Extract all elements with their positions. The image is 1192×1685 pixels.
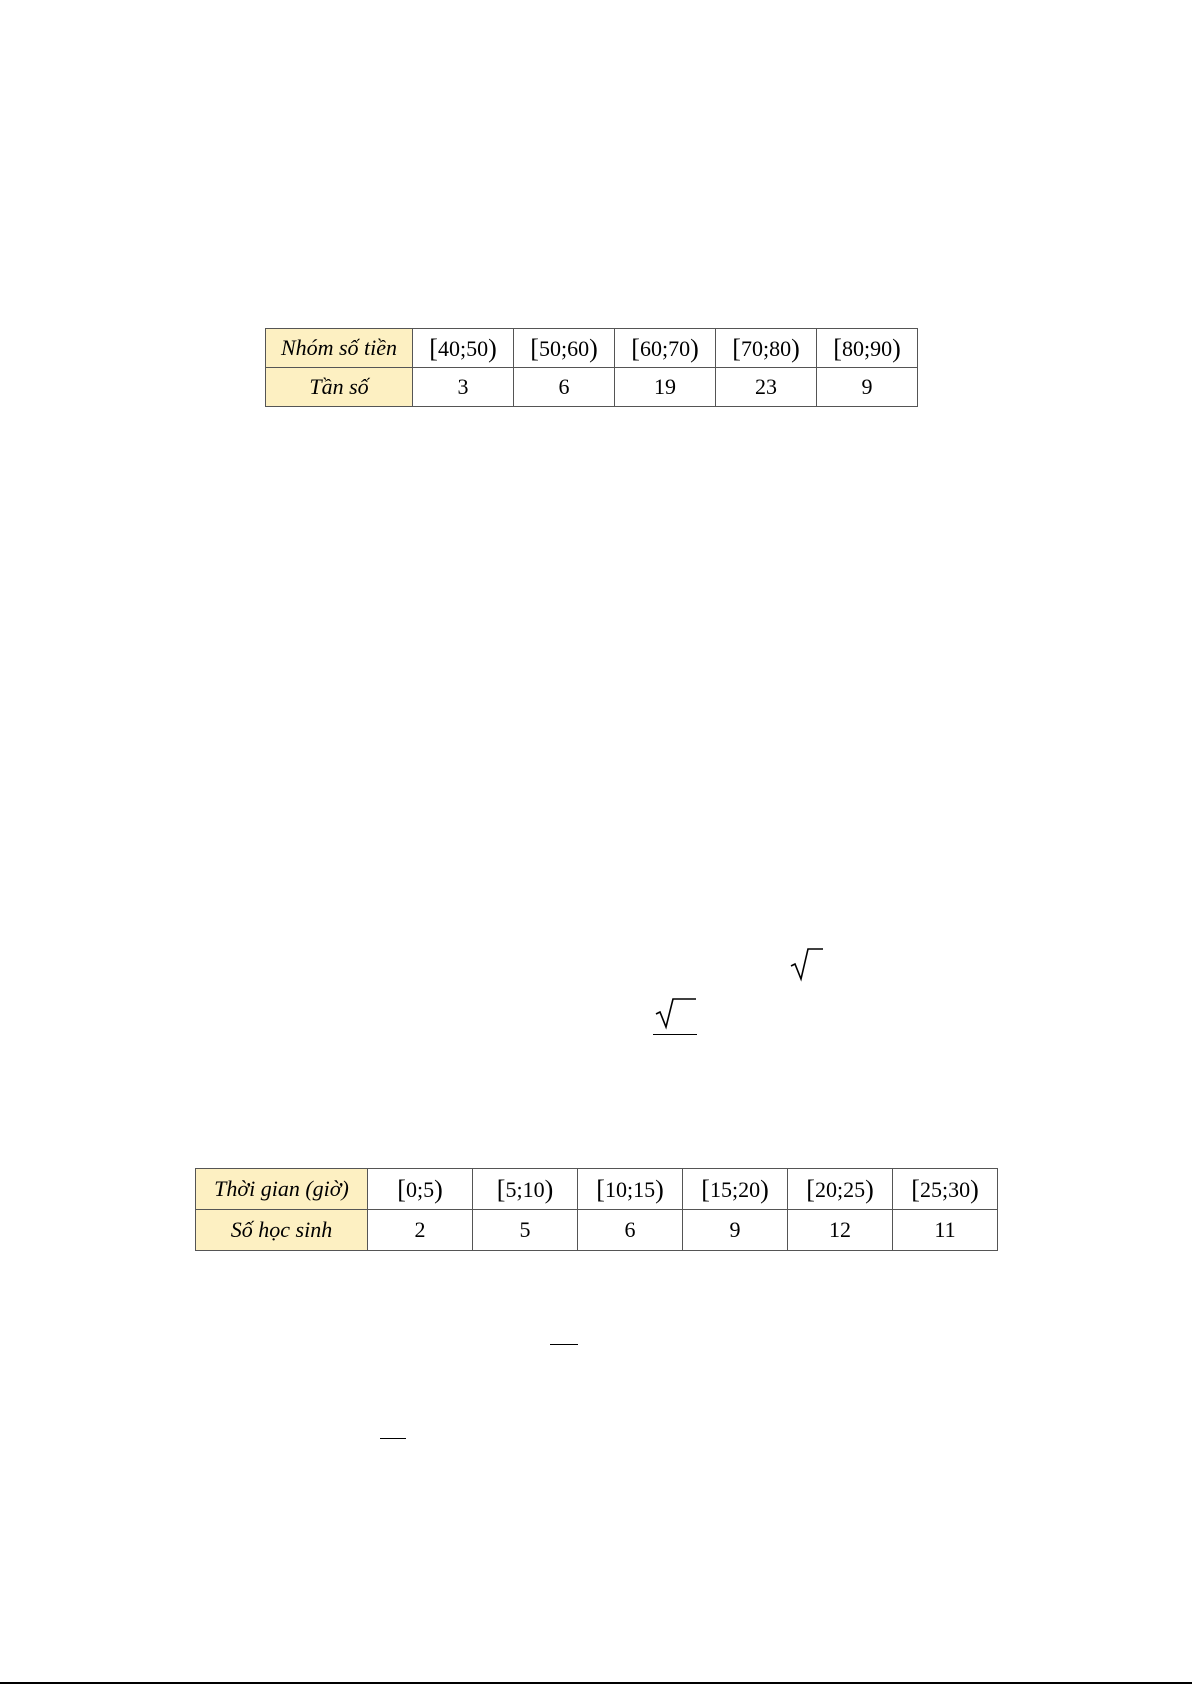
row-header-groups: Nhóm số tiền [266, 329, 413, 368]
page-bottom-border [0, 1682, 1192, 1684]
frequency-cell: 6 [578, 1210, 683, 1251]
group-cell: [5;10) [473, 1169, 578, 1210]
group-cell: [50;60) [514, 329, 615, 368]
group-cell: [20;25) [788, 1169, 893, 1210]
table-row-groups [266, 329, 918, 368]
group-cell: [25;30) [893, 1169, 998, 1210]
table-row-frequency [266, 368, 918, 407]
row-header-frequency: Tần số [266, 368, 413, 407]
frequency-cell: 5 [473, 1210, 578, 1251]
frequency-cell: 6 [514, 368, 615, 407]
frequency-cell: 3 [413, 368, 514, 407]
frequency-cell: 19 [615, 368, 716, 407]
radical-sign [655, 996, 697, 1030]
group-cell: [15;20) [683, 1169, 788, 1210]
fraction-bar [380, 1438, 406, 1439]
frequency-cell: 23 [716, 368, 817, 407]
frequency-table-time [195, 1168, 998, 1251]
fraction-bar [653, 1034, 697, 1035]
frequency-cell: 11 [893, 1210, 998, 1251]
row-header-groups: Thời gian (giờ) [196, 1169, 368, 1210]
group-cell: [40;50) [413, 329, 514, 368]
table-row-groups [196, 1169, 998, 1210]
frequency-table-money [265, 328, 918, 407]
fraction-bar [550, 1344, 578, 1345]
radical-sign [790, 946, 824, 982]
group-cell: [80;90) [817, 329, 918, 368]
frequency-cell: 2 [368, 1210, 473, 1251]
frequency-cell: 12 [788, 1210, 893, 1251]
table-row-frequency [196, 1210, 998, 1251]
group-cell: [10;15) [578, 1169, 683, 1210]
group-cell: [70;80) [716, 329, 817, 368]
frequency-cell: 9 [683, 1210, 788, 1251]
frequency-cell: 9 [817, 368, 918, 407]
group-cell: [0;5) [368, 1169, 473, 1210]
row-header-frequency: Số học sinh [196, 1210, 368, 1251]
group-cell: [60;70) [615, 329, 716, 368]
